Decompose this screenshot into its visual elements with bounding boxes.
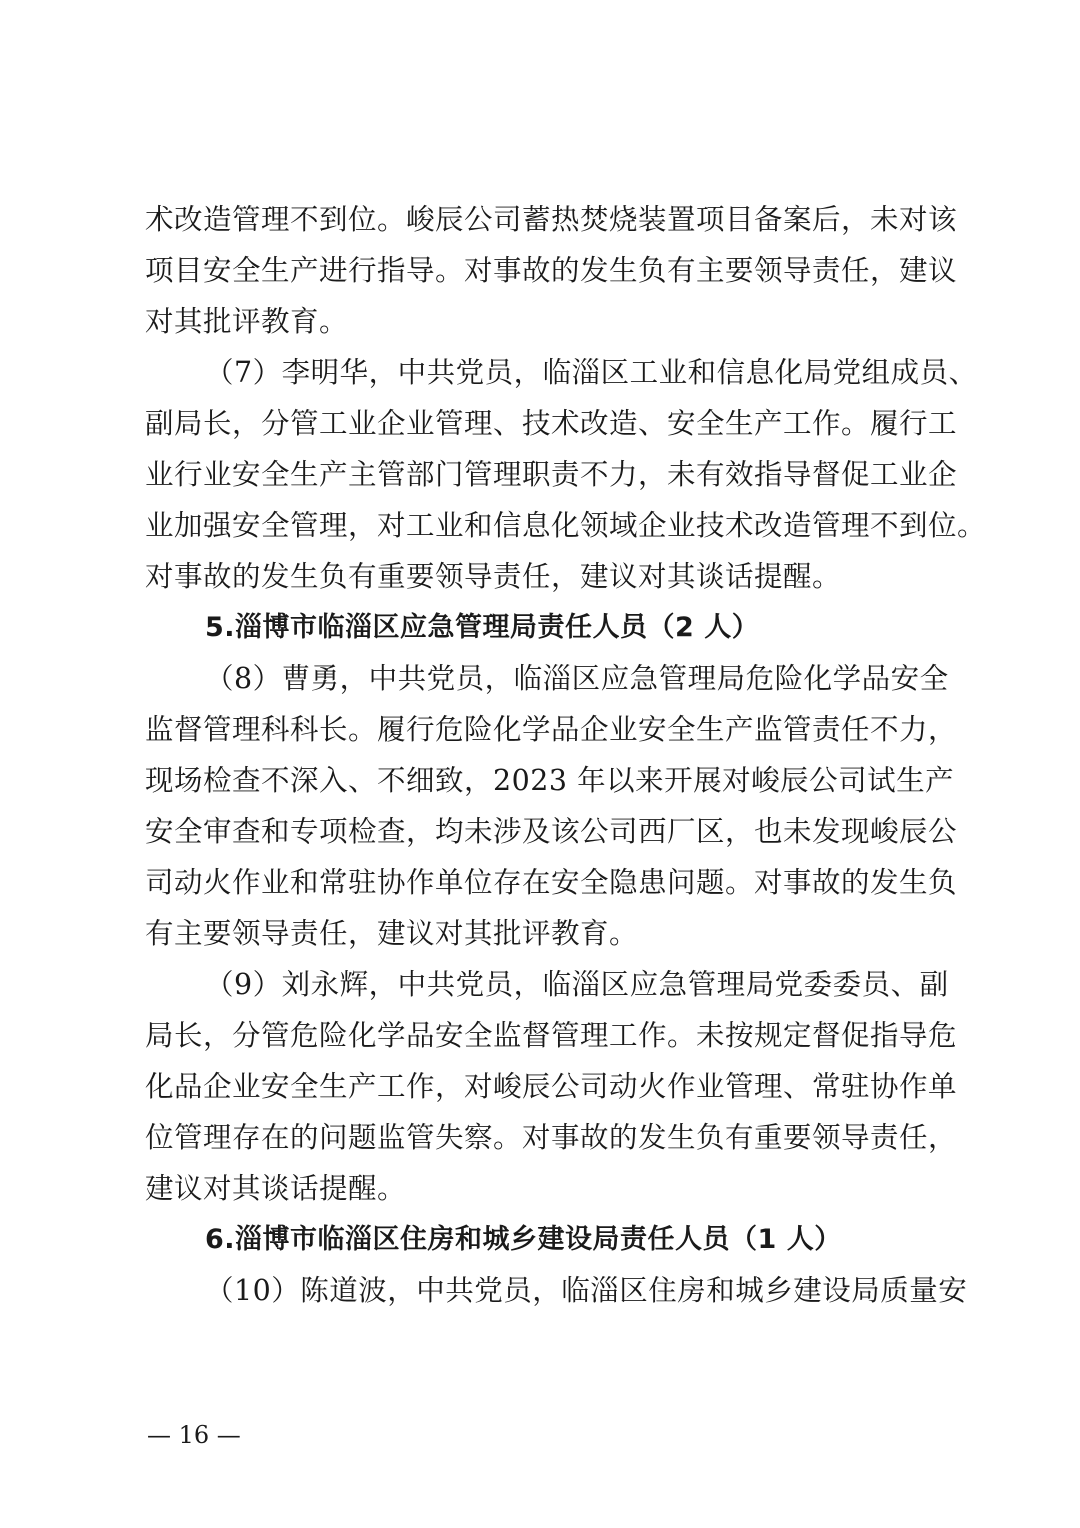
paragraph-start-item-7: （7）李明华，中共党员，临淄区工业和信息化局党组成员、: [205, 356, 978, 389]
text-line: 有主要领导责任，建议对其批评教育。: [145, 917, 639, 950]
text-line: 对事故的发生负有重要领导责任，建议对其谈话提醒。: [145, 560, 842, 593]
text-line: 位管理存在的问题监管失察。对事故的发生负有重要领导责任，: [145, 1121, 958, 1154]
text-line: 项目安全生产进行指导。对事故的发生负有主要领导责任，建议: [145, 254, 958, 287]
text-line: 业加强安全管理，对工业和信息化领域企业技术改造管理不到位。: [145, 509, 987, 542]
section-heading-5: 5.淄博市临淄区应急管理局责任人员（2 人）: [205, 612, 760, 643]
text-line: 现场检查不深入、不细致，2023 年以来开展对峻辰公司试生产: [145, 764, 955, 797]
text-line: 术改造管理不到位。峻辰公司蓄热焚烧装置项目备案后，未对该: [145, 203, 958, 236]
text-line: 监督管理科科长。履行危险化学品企业安全生产监管责任不力，: [145, 713, 958, 746]
text-line: 建议对其谈话提醒。: [145, 1172, 407, 1205]
paragraph-start-item-8: （8）曹勇，中共党员，临淄区应急管理局危险化学品安全: [205, 662, 949, 695]
text-line: 对其批评教育。: [145, 305, 349, 338]
section-heading-6: 6.淄博市临淄区住房和城乡建设局责任人员（1 人）: [205, 1224, 842, 1255]
text-line: 司动火作业和常驻协作单位存在安全隐患问题。对事故的发生负: [145, 866, 958, 899]
text-line: 局长，分管危险化学品安全监督管理工作。未按规定督促指导危: [145, 1019, 958, 1052]
page-number: — 16 —: [147, 1421, 241, 1449]
paragraph-start-item-10: （10）陈道波，中共党员，临淄区住房和城乡建设局质量安: [205, 1274, 968, 1307]
text-line: 副局长，分管工业企业管理、技术改造、安全生产工作。履行工: [145, 407, 958, 440]
document-body: [145, 194, 987, 1316]
paragraph-start-item-9: （9）刘永辉，中共党员，临淄区应急管理局党委委员、副: [205, 968, 949, 1001]
text-line: 业行业安全生产主管部门管理职责不力，未有效指导督促工业企: [145, 458, 958, 491]
text-line: 安全审查和专项检查，均未涉及该公司西厂区，也未发现峻辰公: [145, 815, 958, 848]
text-line: 化品企业安全生产工作，对峻辰公司动火作业管理、常驻协作单: [145, 1070, 958, 1103]
